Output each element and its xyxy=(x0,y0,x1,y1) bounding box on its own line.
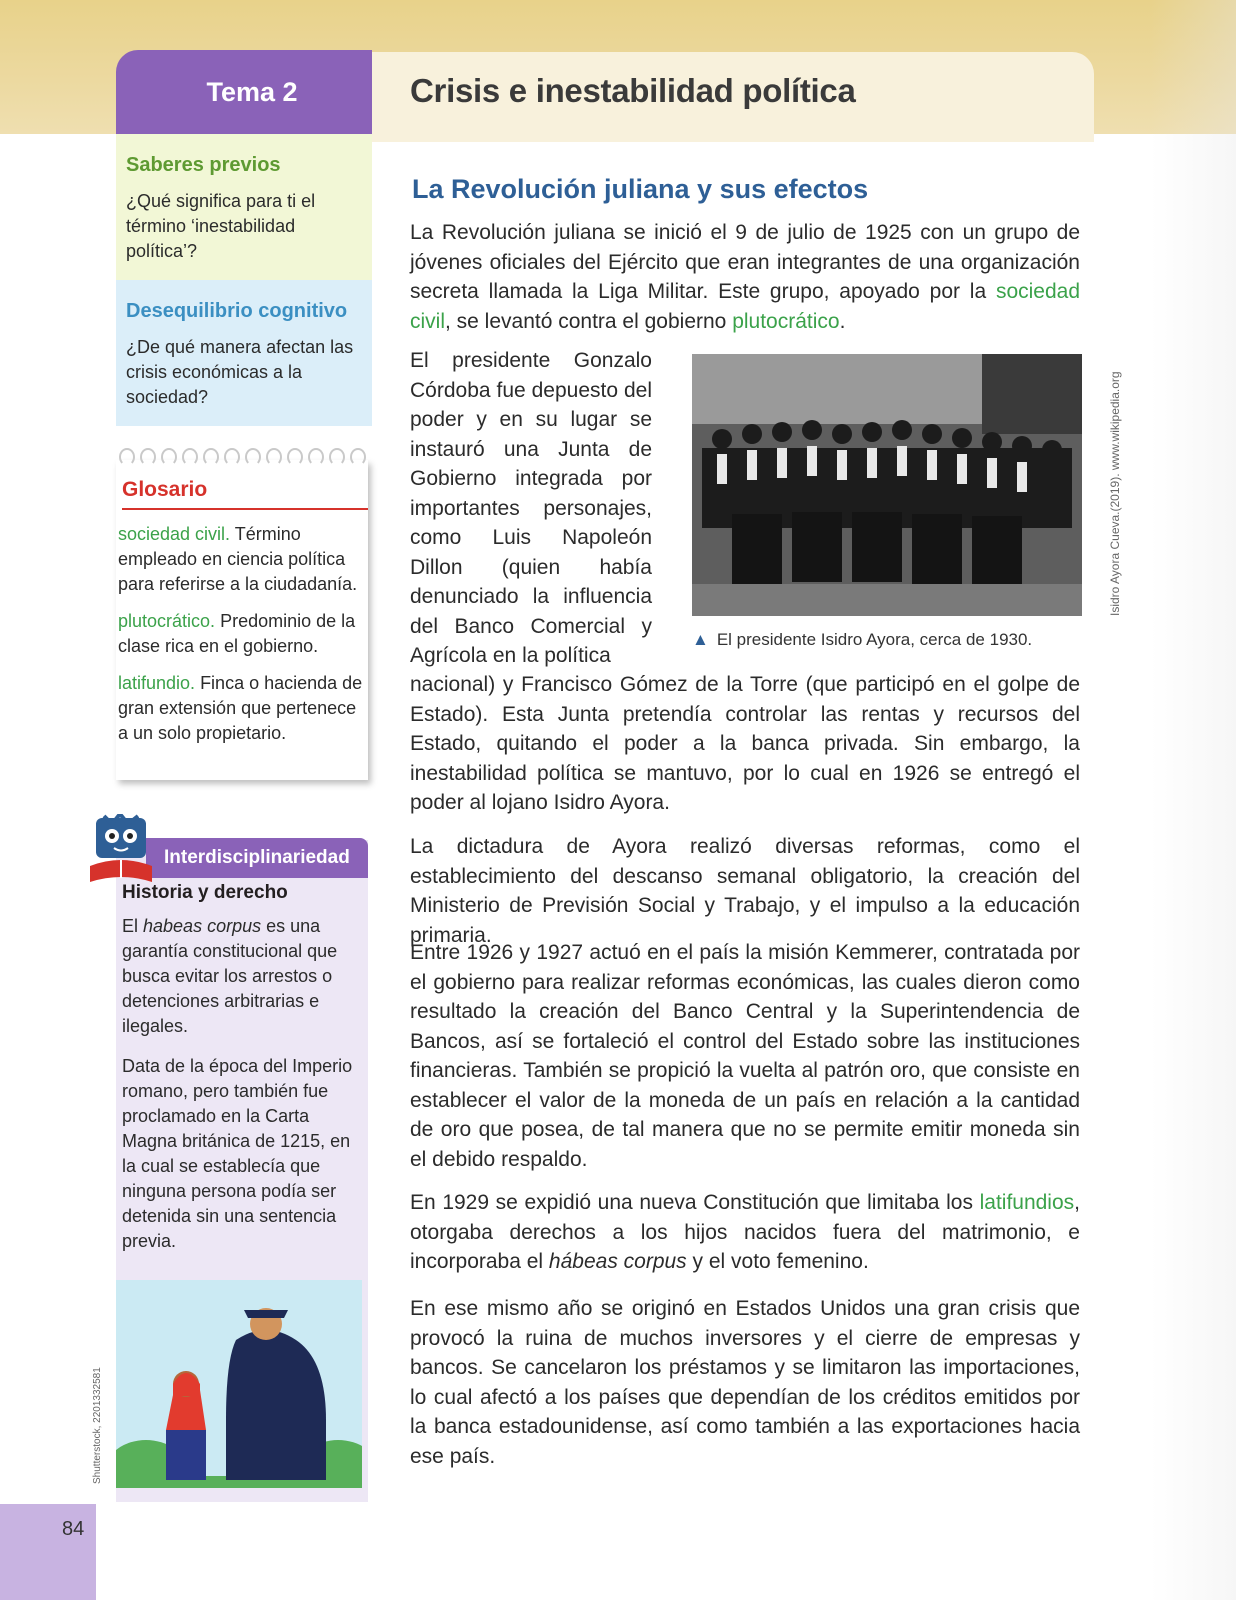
glosario-definition: Predominio de la clase rica en el gobierno. xyxy=(118,611,356,656)
keyword-link[interactable]: plutocrático xyxy=(732,309,840,333)
keyword-link[interactable]: latifundios xyxy=(979,1191,1075,1214)
saberes-previos-question: ¿Qué significa para ti el término ‘inestabilidad política’? xyxy=(126,191,316,261)
habeas-corpus-illustration xyxy=(116,1280,362,1488)
glosario-term: sociedad civil. xyxy=(118,524,231,544)
glosario-term: plutocrático. xyxy=(118,611,216,631)
glosario-term: latifundio. xyxy=(118,673,196,693)
glosario-definition: Término empleado en ciencia política para referirse a la ciudadanía. xyxy=(118,524,358,594)
paragraph-6: En ese mismo año se originó en Estados Unidos una gran crisis que provocó la ruina de muchos inversores y el cierre de empresas y bancos. Se cancelaron los préstamos y se limitaron las importaciones, lo cual afectó a los países que dependían de los créditos emitidos por la banca estadounidense, así como también a las exportaciones hacia ese país. xyxy=(410,1297,1080,1468)
page-title: Crisis e inestabilidad política xyxy=(410,72,856,109)
paragraph-4: Entre 1926 y 1927 actuó en el país la misión Kemmerer, contratada por el gobierno para realizar reformas económicas, las cuales dieron como resultado la creación del Banco Central y la Superintendencia de Bancos, así se fortaleció el control del Estado sobre las instituciones financieras. También se propició la vuelta al patrón oro, que consiste en establecer el valor de la moneda de un país en relación a la cantidad de oro que posea, de tal manera que no se permite emitir moneda sin el debido respaldo. xyxy=(410,941,1080,1171)
interdisciplinariedad-label: Interdisciplinariedad xyxy=(164,847,350,868)
keyword-link[interactable]: sociedad civil xyxy=(410,280,1080,333)
photo-credit: Isidro Ayora Cueva.(2019). www.wikipedia.org xyxy=(1108,371,1122,616)
paragraph-2-continued: nacional) y Francisco Gómez de la Torre (que participó en el golpe de Estado). Esta Junta pretendía controlar las rentas y recursos del Estado, quitando el poder a la banca privada. Sin embargo, la inestabilidad política se mantuvo, por lo cual en 1926 se entregó el poder al lojano Isidro Ayora. xyxy=(410,673,1080,814)
paragraph-1: La Revolución juliana se inició el 9 de julio de 1925 con un grupo de jóvenes oficiales del Ejército que eran integrantes de una organización secreta llamada la Liga Militar. Este grupo, apoyado por la sociedad civil, se levantó contra el gobierno plutocrático. xyxy=(410,221,1080,333)
glosario-entry xyxy=(118,609,364,659)
tema-tab xyxy=(116,50,372,134)
spiral-binding xyxy=(116,448,368,468)
caption-triangle-icon: ▲ xyxy=(692,630,709,649)
interdisciplinariedad-subtitle: Historia y derecho xyxy=(122,882,288,903)
page-edge-shadow xyxy=(1150,0,1236,1600)
section-heading: La Revolución juliana y sus efectos xyxy=(412,174,869,204)
glosario-box xyxy=(116,460,368,780)
desequilibrio-cognitivo-box xyxy=(116,280,372,426)
desequilibrio-cognitivo-title: Desequilibrio cognitivo xyxy=(126,300,348,322)
interdisciplinariedad-paragraph-2: Data de la época del Imperio romano, pero también fue proclamado en la Carta Magna británica de 1215, en la cual se establecía que ninguna persona podía ser detenida sin una sentencia previa. xyxy=(122,1056,353,1251)
photo-caption: ▲ El presidente Isidro Ayora, cerca de 1930. xyxy=(692,630,1033,649)
historical-photo xyxy=(692,354,1082,616)
paragraph-2-left: El presidente Gonzalo Córdoba fue depuesto del poder y en su lugar se instauró una Junta de Gobierno integrada por importantes personajes, como Luis Napoleón Dillon (quien había denunciado la influencia del Banco Comercial y Agrícola en la política xyxy=(410,349,652,667)
glosario-entry xyxy=(118,671,364,746)
illustration-credit: Shutterstock, 2201332581 xyxy=(92,1367,103,1484)
paragraph-5: En 1929 se expidió una nueva Constitución que limitaba los latifundios, otorgaba derechos a los hijos nacidos fuera del matrimonio, e incorporaba el hábeas corpus y el voto femenino. xyxy=(410,1191,1080,1273)
saberes-previos-title: Saberes previos xyxy=(126,154,281,176)
glosario-definition: Finca o hacienda de gran extensión que pertenece a un solo propietario. xyxy=(118,673,363,743)
interdisciplinariedad-paragraph-1: El habeas corpus es una garantía constitucional que busca evitar los arrestos o detenciones arbitrarias e ilegales. xyxy=(122,916,338,1036)
paragraph-3: La dictadura de Ayora realizó diversas reformas, como el establecimiento del descanso semanal obligatorio, la creación del Ministerio de Previsión Social y Trabajo, y el impulso a la educación primaria. xyxy=(410,835,1080,947)
saberes-previos-box xyxy=(116,134,372,280)
interdisciplinariedad-banner xyxy=(146,838,368,878)
tema-label: Tema 2 xyxy=(206,76,298,107)
page-number: 84 xyxy=(62,1518,85,1540)
desequilibrio-cognitivo-question: ¿De qué manera afectan las crisis económicas a la sociedad? xyxy=(126,337,354,407)
glosario-title: Glosario xyxy=(122,478,368,510)
book-mascot-icon xyxy=(86,814,156,886)
glosario-entry xyxy=(118,522,364,597)
